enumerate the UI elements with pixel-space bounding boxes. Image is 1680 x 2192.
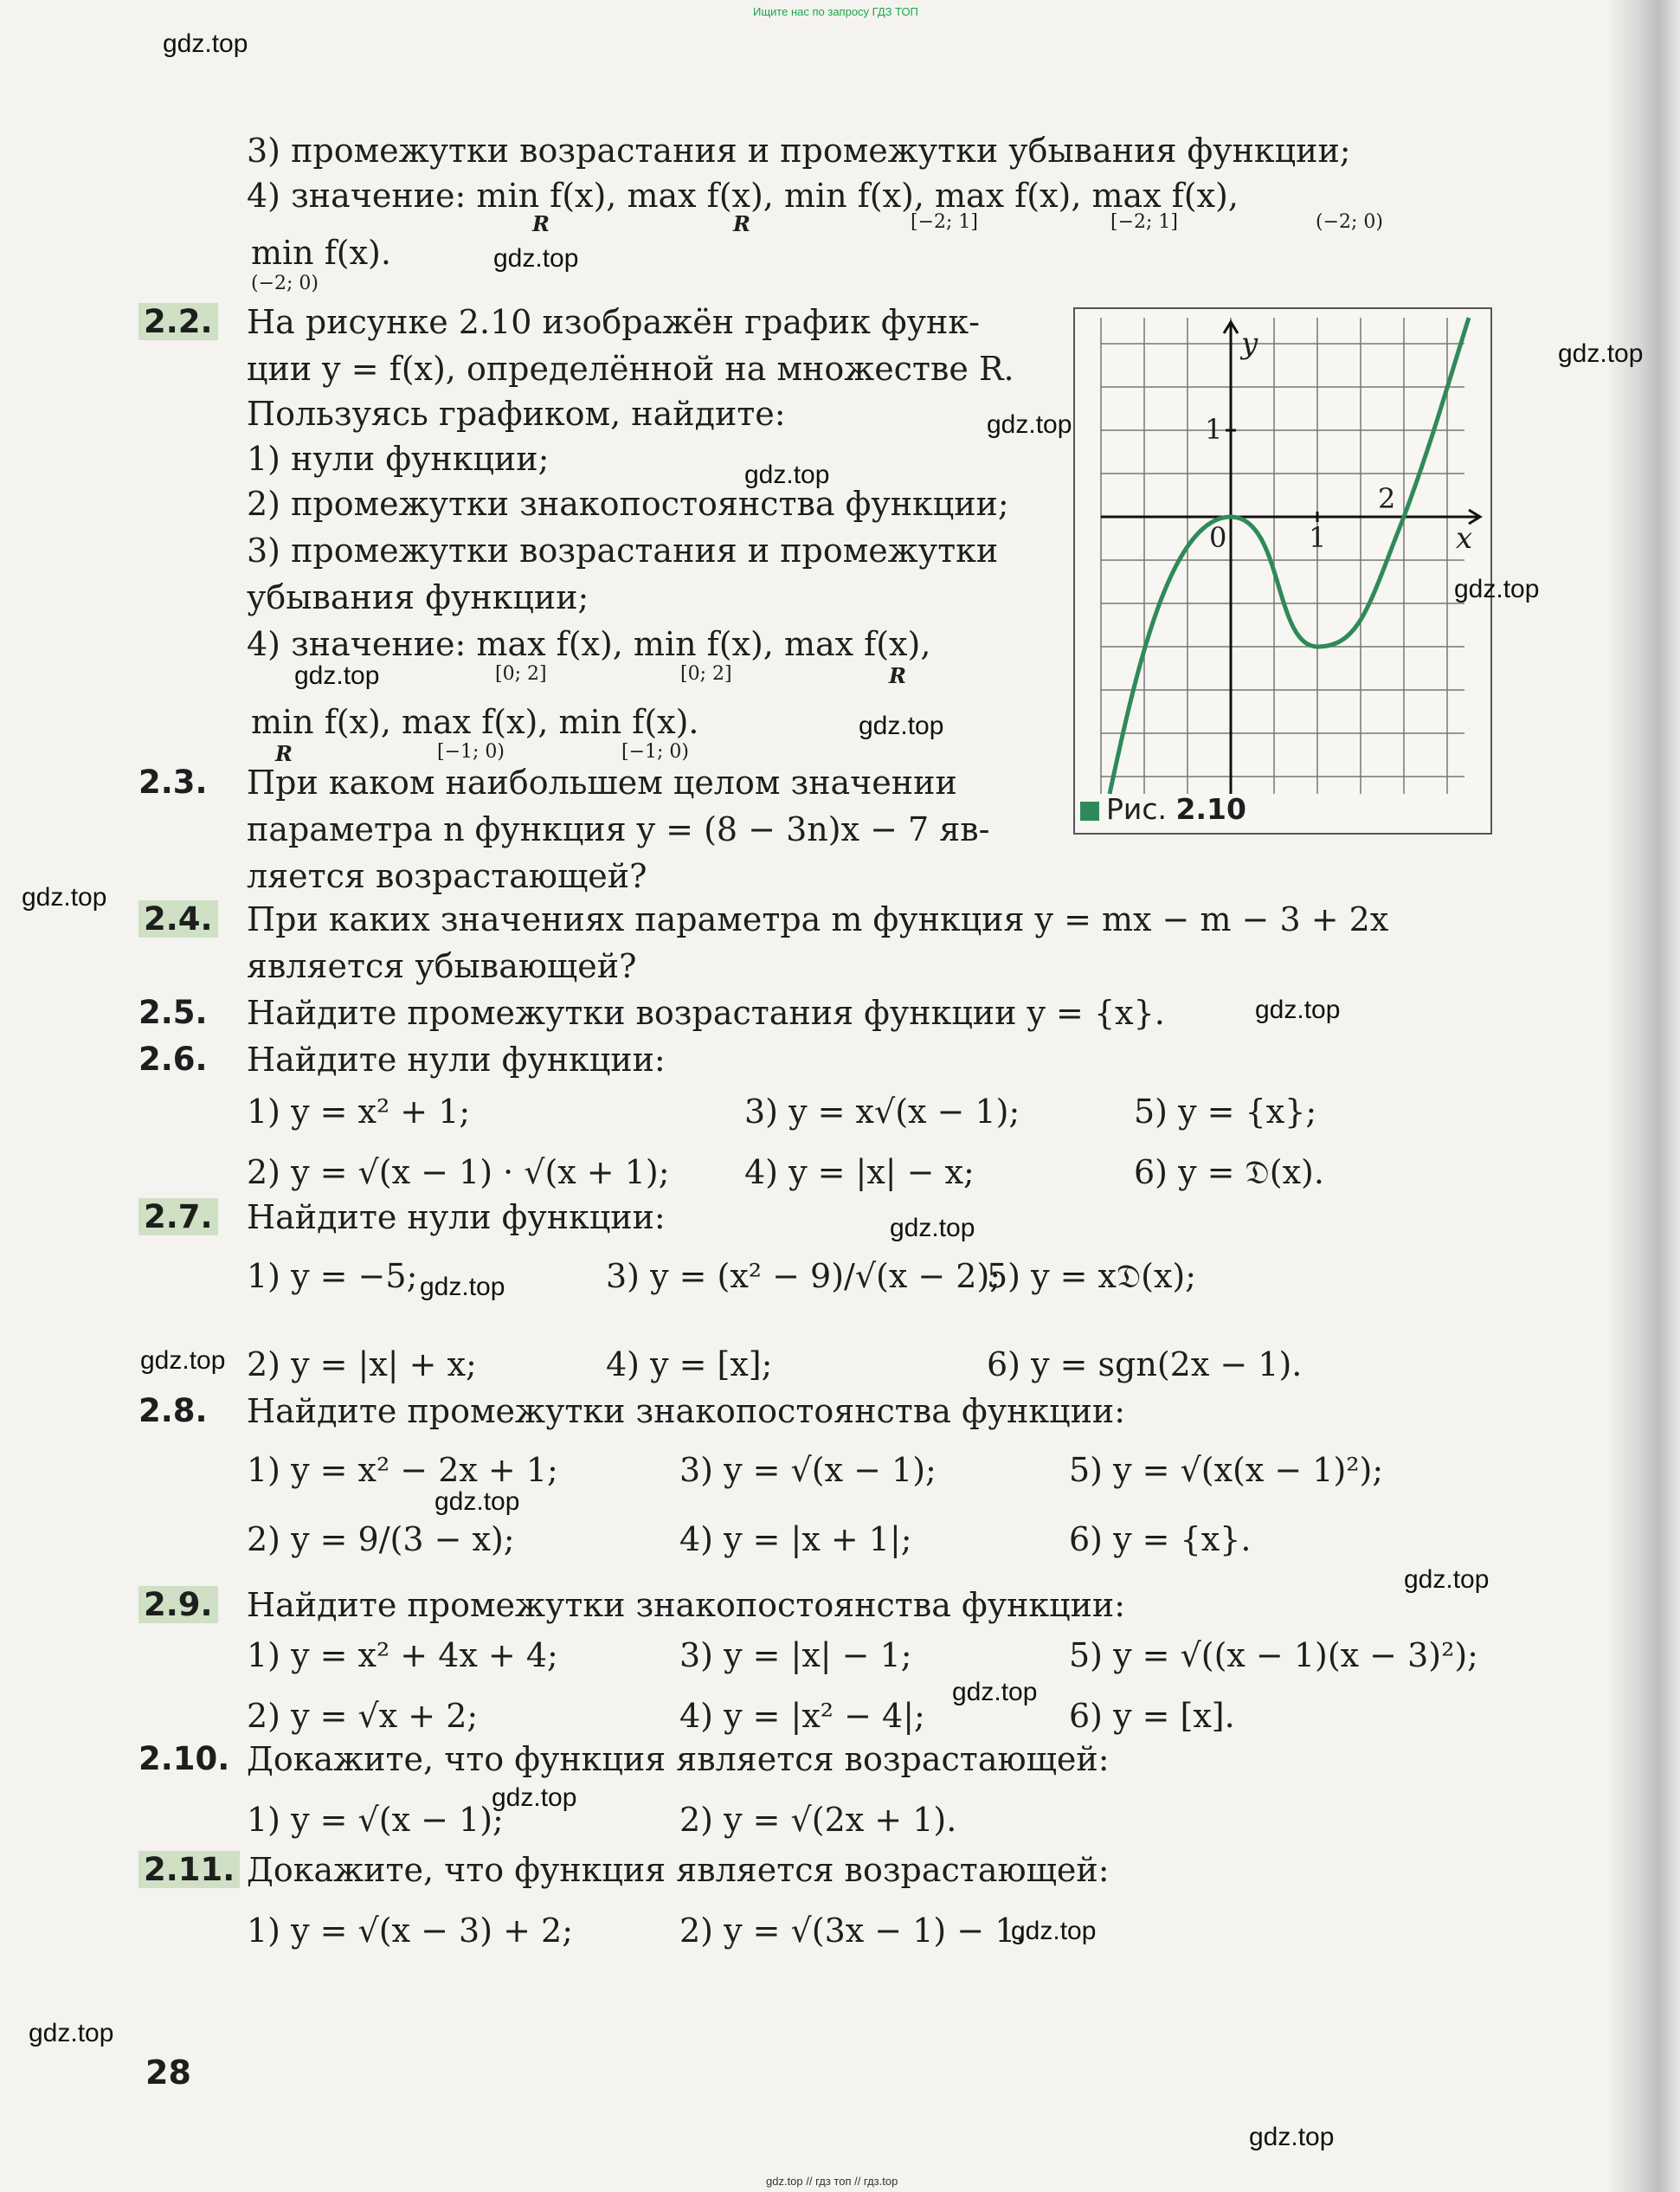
watermark: gdz.top <box>493 244 579 273</box>
line-21: Найдите промежутки знакопостоянства функции: <box>247 1586 1126 1624</box>
item: 3) y = x√(x − 1); <box>744 1093 1020 1131</box>
item: 4) y = |x + 1|; <box>679 1520 912 1558</box>
item: 2) y = √(x − 1) · √(x + 1); <box>247 1153 670 1191</box>
item: 6) y = sgn(2x − 1). <box>987 1345 1303 1383</box>
item: 5) y = {x}; <box>1134 1093 1317 1131</box>
watermark: gdz.top <box>420 1273 505 1301</box>
figure-caption <box>1080 792 1246 826</box>
sub-range: [0; 2] <box>495 663 547 685</box>
book-spine-shadow <box>1611 0 1680 2192</box>
item: 4) y = |x² − 4|; <box>679 1697 925 1735</box>
line-5: Пользуясь графиком, найдите: <box>247 395 786 433</box>
exercise-number: 2.10. <box>138 1740 230 1777</box>
exercise-number: 2.3. <box>138 764 208 801</box>
y-label: y <box>1241 326 1258 361</box>
line-7: 2) промежутки знакопостоянства функции; <box>247 485 1009 523</box>
x-label: x <box>1456 521 1473 556</box>
line-9: убывания функции; <box>247 578 589 616</box>
sub-range: (−2; 0) <box>1316 211 1383 233</box>
line-3: На рисунке 2.10 изображён график функ- <box>247 303 980 341</box>
line-0: 3) промежутки возрастания и промежутки убывания функции; <box>247 132 1351 170</box>
line-2: min f(x). <box>251 234 391 272</box>
watermark: gdz.top <box>1011 1917 1097 1945</box>
origin-label: 0 <box>1209 521 1227 554</box>
exercise-number: 2.8. <box>138 1392 208 1429</box>
line-4: ции y = f(x), определённой на множестве R. <box>247 350 1014 388</box>
item: 4) y = |x| − x; <box>744 1153 975 1191</box>
exercise-number: 2.11. <box>138 1851 240 1888</box>
sub-range: R <box>889 663 906 688</box>
x-tick-2: 2 <box>1378 482 1396 515</box>
watermark: gdz.top <box>987 410 1072 439</box>
sub-range: R <box>532 211 550 236</box>
sub-range: [−1; 0) <box>437 741 505 763</box>
item: 1) y = −5; <box>247 1257 418 1295</box>
watermark: gdz.top <box>22 883 107 912</box>
item: 1) y = x² − 2x + 1; <box>247 1451 558 1489</box>
line-19: Найдите нули функции: <box>247 1198 666 1236</box>
sub-range: R <box>275 741 293 766</box>
sub-range: (−2; 0) <box>251 273 319 294</box>
item: 1) y = √(x − 3) + 2; <box>247 1912 573 1950</box>
watermark: gdz.top <box>163 29 248 58</box>
caption-marker <box>1080 802 1099 821</box>
item: 4) y = [x]; <box>606 1345 773 1383</box>
item: 5) y = √(x(x − 1)²); <box>1069 1451 1384 1489</box>
line-8: 3) промежутки возрастания и промежутки <box>247 532 999 570</box>
line-23: Докажите, что функция является возрастающей: <box>247 1851 1110 1889</box>
item: 3) y = (x² − 9)/√(x − 2); <box>606 1257 1001 1295</box>
x-tick-1: 1 <box>1309 521 1327 554</box>
watermark: gdz.top <box>859 712 944 740</box>
item: 6) y = [x]. <box>1069 1697 1235 1735</box>
item: 5) y = x𝔇(x); <box>987 1257 1197 1295</box>
line-18: Найдите нули функции: <box>247 1041 666 1079</box>
line-12: При каком наибольшем целом значении <box>247 764 957 802</box>
item: 1) y = √(x − 1); <box>247 1801 504 1839</box>
item: 5) y = √((x − 1)(x − 3)²); <box>1069 1636 1478 1674</box>
bottom-note: gdz.top // гдз топ // гдз.top <box>766 2175 898 2188</box>
exercise-number: 2.4. <box>138 900 218 938</box>
sub-range: [−2; 1] <box>911 211 978 233</box>
watermark: gdz.top <box>1454 575 1540 603</box>
exercise-number: 2.7. <box>138 1198 218 1235</box>
caption-number: 2.10 <box>1175 792 1246 826</box>
line-6: 1) нули функции; <box>247 440 550 478</box>
line-10: 4) значение: max f(x), min f(x), max f(x), <box>247 625 931 663</box>
line-11: min f(x), max f(x), min f(x). <box>251 703 699 741</box>
y-tick-1: 1 <box>1205 413 1223 446</box>
caption-prefix: Рис. <box>1106 792 1167 826</box>
line-13: параметра n функция y = (8 − 3n)x − 7 яв- <box>247 810 990 848</box>
item: 3) y = √(x − 1); <box>679 1451 937 1489</box>
watermark: gdz.top <box>492 1783 577 1812</box>
item: 2) y = √x + 2; <box>247 1697 479 1735</box>
item: 1) y = x² + 4x + 4; <box>247 1636 558 1674</box>
line-17: Найдите промежутки возрастания функции y = {x}. <box>247 994 1165 1032</box>
exercise-number: 2.6. <box>138 1041 208 1078</box>
sub-range: R <box>733 211 750 236</box>
top-note: Ищите нас по запросу ГДЗ ТОП <box>753 5 918 18</box>
watermark: gdz.top <box>890 1214 975 1242</box>
item: 2) y = |x| + x; <box>247 1345 477 1383</box>
exercise-number: 2.2. <box>138 303 218 340</box>
watermark: gdz.top <box>29 2019 114 2047</box>
figure-2-10 <box>1073 307 1492 835</box>
item: 2) y = 9/(3 − x); <box>247 1520 515 1558</box>
line-16: является убывающей? <box>247 947 637 985</box>
watermark: gdz.top <box>294 661 380 690</box>
exercise-number: 2.9. <box>138 1586 218 1623</box>
watermark: gdz.top <box>952 1678 1038 1706</box>
line-20: Найдите промежутки знакопостоянства функции: <box>247 1392 1126 1430</box>
watermark: gdz.top <box>1249 2123 1335 2151</box>
item: 1) y = x² + 1; <box>247 1093 471 1131</box>
line-22: Докажите, что функция является возрастающей: <box>247 1740 1110 1778</box>
function-graph <box>1075 309 1490 833</box>
item: 6) y = 𝔇(x). <box>1134 1153 1324 1191</box>
watermark: gdz.top <box>1558 339 1644 368</box>
line-15: При каких значениях параметра m функция y = mx − m − 3 + 2x <box>247 900 1389 938</box>
item: 3) y = |x| − 1; <box>679 1636 912 1674</box>
exercise-number: 2.5. <box>138 994 208 1031</box>
item: 2) y = √(2x + 1). <box>679 1801 957 1839</box>
item: 2) y = √(3x − 1) − 1. <box>679 1912 1027 1950</box>
item: 6) y = {x}. <box>1069 1520 1252 1558</box>
watermark: gdz.top <box>140 1346 226 1375</box>
sub-range: [0; 2] <box>680 663 732 685</box>
line-14: ляется возрастающей? <box>247 857 647 895</box>
line-1: 4) значение: min f(x), max f(x), min f(x), max f(x), max f(x), <box>247 177 1239 215</box>
sub-range: [−1; 0) <box>621 741 689 763</box>
watermark: gdz.top <box>434 1487 520 1516</box>
graph-curve <box>1110 318 1469 794</box>
sub-range: [−2; 1] <box>1110 211 1178 233</box>
watermark: gdz.top <box>1404 1565 1490 1594</box>
watermark: gdz.top <box>1255 996 1341 1024</box>
page-number: 28 <box>145 2053 191 2092</box>
watermark: gdz.top <box>744 461 830 489</box>
